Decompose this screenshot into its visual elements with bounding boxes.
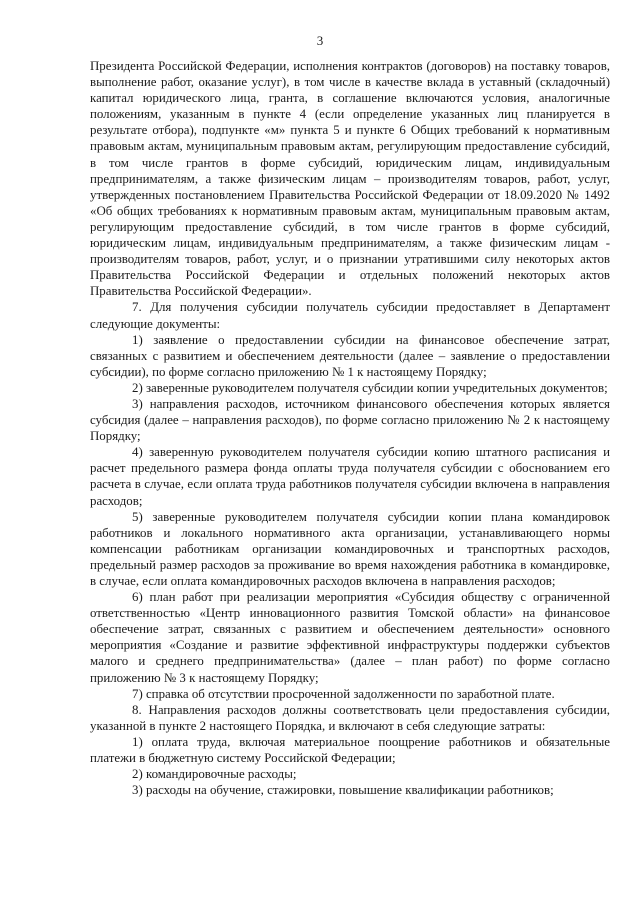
paragraph-item-6: 6) план работ при реализации мероприятия «Субсидия обществу с ограниченной ответственностью «Центр инновационного развития Томской области» на финансовое обеспечение затрат, связанных с развитием и обеспечением деятельности» основного мероприятия «Создание и развитие эффективной инфраструктуры поддержки субъектов малого и среднего предпринимательства» (далее – план работ) по форме согласно приложению № 3 к настоящему Порядку; — [90, 590, 610, 685]
paragraph-clause-8: 8. Направления расходов должны соответствовать цели предоставления субсидии, указанной в пункте 2 настоящего Порядка, и включают в себя следующие затраты: — [90, 702, 610, 733]
paragraph-item-2: 2) заверенные руководителем получателя субсидии копии учредительных документов; — [132, 380, 608, 395]
paragraph-item-4: 4) заверенную руководителем получателя субсидии копию штатного расписания и расчет предельного размера фонда оплаты труда получателя субсидии с обоснованием его расчета в случае, если оплата труда работников получателя субсидии включена в направления расходов; — [90, 445, 610, 508]
paragraph-item-7: 7) справка об отсутствии просроченной задолженности по заработной плате. — [132, 686, 555, 701]
paragraph-expense-1: 1) оплата труда, включая материальное поощрение работников и обязательные платежи в бюджетную систему Российской Федерации; — [90, 734, 610, 766]
document-body — [90, 58, 610, 798]
paragraph-clause-7: 7. Для получения субсидии получатель субсидии предоставляет в Департамент следующие документы: — [90, 300, 610, 331]
page-number: 3 — [316, 33, 324, 48]
paragraph-expense-3: 3) расходы на обучение, стажировки, повышение квалификации работников; — [132, 783, 554, 798]
paragraph-item-1: 1) заявление о предоставлении субсидии на финансовое обеспечение затрат, связанных с развитием и обеспечением деятельности (далее – заявление о предоставлении субсидии), по форме согласно приложению № 1 к настоящему Порядку; — [90, 332, 610, 379]
paragraph-continuation: Президента Российской Федерации, исполнения контрактов (договоров) на поставку товаров, выполнение работ, оказание услуг), в том числе в качестве вклада в уставный (складочный) капитал юридического лица, гранта, в соглашение включаются условия, аналогичные положениям, указанным в пункте 4 (если определение указанных лиц планируется в результате отбора), подпункте «м» пункта 5 и пункте 6 Общих требований к нормативным правовым актам, муниципальным правовым актам, регулирующим предоставление субсидий, в том числе грантов в форме субсидий, юридическим лицам, индивидуальным предпринимателям, а также физическим лицам – производителям товаров, работ, услуг, утвержденных постановлением Правительства Российской Федерации от 18.09.2020 № 1492 «Об общих требованиях к нормативным правовым актам, муниципальным правовым актам, регулирующим предоставление субсидий, в том числе грантов в форме субсидий, юридическим лицам, индивидуальным предпринимателям, а также физическим лицам - производителям товаров, работ, услуг, и о признании утратившими силу некоторых актов Правительства Российской Федерации и отдельных положений некоторых актов Правительства Российской Федерации». — [90, 59, 610, 299]
paragraph-item-3: 3) направления расходов, источником финансового обеспечения которых является субсидия (далее – направления расходов), по форме согласно приложению № 2 к настоящему Порядку; — [90, 396, 610, 444]
paragraph-expense-2: 2) командировочные расходы; — [132, 767, 297, 782]
paragraph-item-5: 5) заверенные руководителем получателя субсидии копии плана командировок работников и локального нормативного акта организации, устанавливающего нормы компенсации работникам организации командировочных и транспортных расходов, предельный размер расходов за проживание во время нахождения работника в командировке, в случае, если оплата командировочных расходов включена в направления расходов; — [90, 509, 610, 588]
